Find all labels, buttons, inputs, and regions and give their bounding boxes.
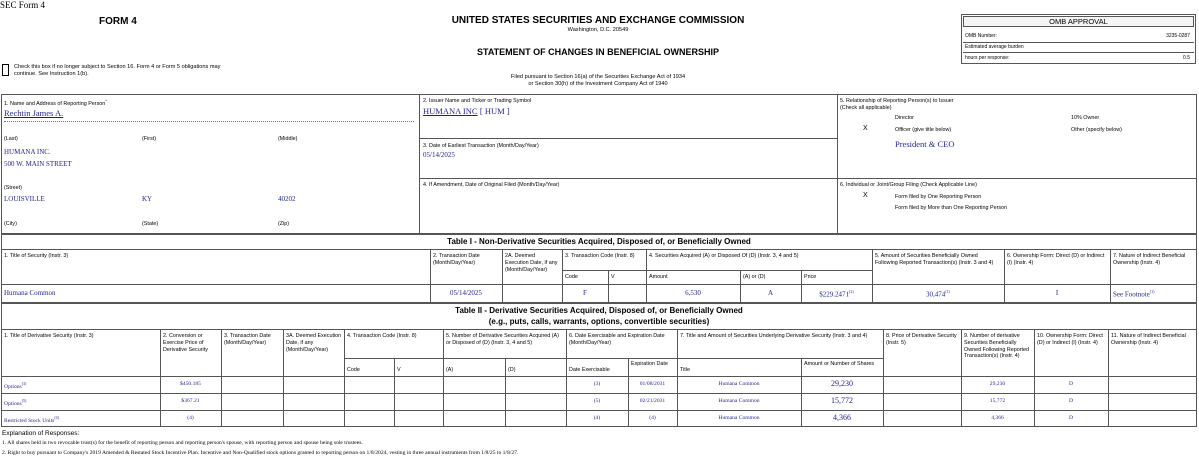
more-person-label: Form filed by More than One Reporting Person bbox=[895, 205, 1008, 211]
t1-price-value: $229.2471$^{(2)}$ bbox=[819, 289, 854, 299]
checkbox-text-1: Check this box if no longer subject to Section 16. Form 4 or Form 5 obligations may bbox=[14, 64, 221, 70]
t1-nature-value[interactable]: See Footnote$^{(1)}$ bbox=[1113, 289, 1155, 299]
t2-row0-expiration: 01/08/2031 bbox=[639, 381, 666, 387]
section6-label: 6. Individual or Joint/Group Filing (Check Applicable Line) bbox=[840, 182, 977, 188]
t2-h8: 8. Price of Derivative Security (Instr. 5) bbox=[886, 333, 957, 346]
t2-row0-price: $450.185 bbox=[180, 381, 201, 387]
city-value: LOUISVILLE bbox=[4, 195, 45, 203]
t2-row2-expiration: (4) bbox=[649, 415, 656, 421]
reporting-info-grid bbox=[1, 94, 1197, 234]
t2-row2-form: D bbox=[1068, 415, 1074, 421]
t1-h6: 6. Ownership Form: Direct (D) or Indirect (I) (Instr. 4) bbox=[1007, 253, 1105, 266]
t2-h3a: 3A. Deemed Execution Date, if any (Month/Day/Year) bbox=[286, 333, 342, 353]
t2-h5: 5. Number of Derivative Securities Acquired (A) or Disposed of (D) (Instr. 3, 4 and 5) bbox=[446, 333, 559, 346]
zip-value: 40202 bbox=[278, 195, 296, 203]
t1-h1: 1. Title of Security (Instr. 3) bbox=[4, 253, 69, 259]
statement-title: STATEMENT OF CHANGES IN BENEFICIAL OWNERSHIP bbox=[476, 47, 719, 57]
t1-amount-value: 6,530 bbox=[685, 289, 701, 297]
t2-row0-form: D bbox=[1068, 381, 1074, 387]
street-label: (Street) bbox=[4, 185, 22, 191]
t2-h11: 11. Nature of Indirect Beneficial Ownership (Instr. 4) bbox=[1111, 333, 1186, 346]
owner10-label: 10% Owner bbox=[1071, 115, 1100, 121]
t2-row2-under-title: Humana Common bbox=[718, 415, 760, 421]
t2-sub-exercisable: Date Exercisable bbox=[569, 367, 610, 373]
t2-row1-under-title: Humana Common bbox=[718, 398, 760, 404]
agency-name: UNITED STATES SECURITIES AND EXCHANGE COMMISSION bbox=[451, 15, 745, 26]
t2-h10: 10. Ownership Form: Direct (D) or Indirect (I) (Instr. 4) bbox=[1037, 333, 1103, 346]
omb-hours-label: hours per response: bbox=[965, 55, 1010, 61]
t2-sub-title: Title bbox=[680, 367, 690, 373]
t2-row0-exercisable: (3) bbox=[593, 381, 601, 387]
one-person-check-mark[interactable]: X bbox=[863, 192, 868, 199]
table2-title: Table II - Derivative Securities Acquired, Disposed of, or Beneficially Owned bbox=[455, 306, 743, 315]
t1-h4: 4. Securities Acquired (A) or Disposed Of (D) (Instr. 3, 4 and 5) bbox=[649, 253, 799, 259]
omb-hours-value: 0.5 bbox=[1183, 55, 1190, 61]
other-label: Other (specify below) bbox=[1071, 127, 1122, 133]
t1-sub-v: V bbox=[611, 274, 615, 280]
officer-title: President & CEO bbox=[895, 139, 955, 149]
issuer-line bbox=[423, 106, 510, 116]
t1-h5: 5. Amount of Securities Beneficially Owned Following Reported Transaction(s) (Instr. 3 and 4) bbox=[875, 253, 994, 266]
officer-check-mark[interactable]: X bbox=[863, 125, 868, 132]
t2-row0-owned: 29,230 bbox=[989, 381, 1006, 387]
omb-burden-label: Estimated average burden bbox=[965, 44, 1024, 50]
state-label: (State) bbox=[142, 221, 159, 227]
t2-row1-form: D bbox=[1068, 398, 1074, 404]
t1-h7: 7. Nature of Indirect Beneficial Ownership (Instr. 4) bbox=[1113, 253, 1186, 266]
section5-label: 5. Relationship of Reporting Person(s) to Issuer bbox=[840, 98, 954, 104]
t2-row2-amount: 4,366 bbox=[833, 413, 851, 422]
omb-number-value: 3235-0287 bbox=[1166, 33, 1190, 39]
t1-h2: 2. Transaction Date (Month/Day/Year) bbox=[433, 253, 480, 266]
t2-sub-d: (D) bbox=[508, 367, 516, 373]
t1-h3: 3. Transaction Code (Instr. 8) bbox=[565, 253, 635, 259]
omb-title: OMB APPROVAL bbox=[1049, 17, 1108, 26]
t2-row1-expiration: 02/21/2031 bbox=[639, 398, 666, 404]
t2-row0-under-title: Humana Common bbox=[718, 381, 760, 387]
t2-row0-title: Options$^{(3)}$ bbox=[4, 381, 27, 390]
checkbox-text-2: continue. See Instruction 1(b). bbox=[14, 71, 89, 77]
t1-code-value: F bbox=[583, 289, 587, 297]
t1-sub-amount: Amount bbox=[649, 274, 668, 280]
t2-row0-amount: 29,230 bbox=[831, 379, 853, 388]
t2-h6: 6. Date Exercisable and Expiration Date (Month/Day/Year) bbox=[569, 333, 665, 346]
section3-label: 3. Date of Earliest Transaction (Month/Day/Year) bbox=[423, 143, 539, 149]
t2-h2: 2. Conversion or Exercise Price of Derivative Security bbox=[163, 333, 208, 353]
t1-h2a: 2A. Deemed Execution Date, if any (Month/Day/Year) bbox=[505, 253, 558, 273]
zip-label: (Zip) bbox=[278, 221, 290, 227]
address-line-1: HUMANA INC. bbox=[4, 148, 51, 156]
t2-row2-exercisable: (4) bbox=[593, 415, 601, 421]
t2-h4: 4. Transaction Code (Instr. 8) bbox=[347, 333, 417, 339]
section2-label: 2. Issuer Name and Ticker or Trading Symbol bbox=[423, 98, 532, 104]
t1-sub-price: Price bbox=[804, 274, 817, 280]
page-label: SEC Form 4 bbox=[0, 0, 46, 10]
form-title: FORM 4 bbox=[99, 16, 137, 27]
t2-row1-title: Options$^{(5)}$ bbox=[4, 398, 27, 407]
t2-sub-code: Code bbox=[347, 367, 360, 373]
table1-title: Table I - Non-Derivative Securities Acquired, Disposed of, or Beneficially Owned bbox=[447, 237, 751, 246]
explanation-title: Explanation of Responses: bbox=[2, 430, 80, 437]
t2-h3: 3. Transaction Date (Month/Day/Year) bbox=[224, 333, 271, 346]
t1-title-value: Humana Common bbox=[4, 289, 56, 297]
t1-ad-value: A bbox=[767, 289, 774, 297]
footnote-1: 1. All shares held in two revocable trust(s) for the benefit of reporting person and reporting person's spouse, with reporting person and spouse being sole trustees. bbox=[2, 440, 363, 446]
t2-sub-expiration: Expiration Date bbox=[631, 361, 668, 367]
city-label: (City) bbox=[4, 221, 17, 227]
t1-sub-code: Code bbox=[565, 274, 578, 280]
omb-number-label: OMB Number: bbox=[965, 33, 997, 39]
earliest-transaction-date: 05/14/2025 bbox=[423, 151, 455, 159]
t2-row1-owned: 15,772 bbox=[989, 398, 1006, 404]
last-label: (Last) bbox=[4, 136, 18, 142]
t2-sub-v: V bbox=[397, 367, 401, 373]
director-label: Director bbox=[895, 115, 914, 121]
section4-label: 4. If Amendment, Date of Original Filed (Month/Day/Year) bbox=[423, 182, 560, 188]
middle-label: (Middle) bbox=[278, 136, 298, 142]
t2-row2-title: Restricted Stock Units$^{(4)}$ bbox=[4, 415, 60, 424]
issuer-name[interactable]: HUMANA INC bbox=[423, 106, 478, 116]
agency-city: Washington, D.C. 20549 bbox=[567, 27, 629, 33]
table2-subtitle: (e.g., puts, calls, warrants, options, convertible securities) bbox=[488, 317, 710, 326]
address-line-2: 500 W. MAIN STREET bbox=[4, 160, 72, 168]
t1-owned-value: 30,474$^{(1)}$ bbox=[926, 289, 950, 299]
one-person-label: Form filed by One Reporting Person bbox=[895, 194, 982, 200]
filed-pursuant-2: or Section 30(h) of the Investment Company Act of 1940 bbox=[528, 81, 668, 87]
t2-row2-price: (4) bbox=[187, 415, 194, 421]
section16-checkbox[interactable] bbox=[2, 64, 9, 76]
t2-h1: 1. Title of Derivative Security (Instr. 3) bbox=[4, 333, 94, 339]
t2-sub-amount: Amount or Number of Shares bbox=[804, 361, 875, 367]
section1-label: 1. Name and Address of Reporting Person* bbox=[4, 98, 107, 107]
t2-sub-a: (A) bbox=[446, 367, 454, 373]
t2-h7: 7. Title and Amount of Securities Underlying Derivative Security (Instr. 3 and 4) bbox=[680, 333, 868, 339]
filed-pursuant-1: Filed pursuant to Section 16(a) of the Securities Exchange Act of 1934 bbox=[510, 74, 686, 80]
section5-sub: (Check all applicable) bbox=[840, 105, 892, 111]
t2-row2-owned: 4,366 bbox=[991, 415, 1004, 421]
state-value: KY bbox=[142, 195, 153, 203]
t2-h9: 9. Number of derivative Securities Beneficially Owned Following Reported Transaction(s) (Instr. 4) bbox=[964, 333, 1030, 360]
t1-sub-ad: (A) or (D) bbox=[743, 274, 766, 280]
t2-row1-amount: 15,772 bbox=[831, 396, 853, 405]
first-label: (First) bbox=[142, 136, 157, 142]
footnote-2: 2. Right to buy pursuant to Company's 2019 Amended & Restated Stock Incentive Plan. Incentive and Non-Qualified stock options granted to reporting person on 1/8/2024, vesting in three annual instruments from 1/8/25 to 1/8/27. bbox=[2, 450, 519, 456]
t1-date-value: 05/14/2025 bbox=[450, 289, 482, 297]
reporting-person-name[interactable]: Rechtin James A. bbox=[4, 108, 64, 118]
t1-form-value: I bbox=[1055, 289, 1059, 297]
issuer-ticker: [ HUM ] bbox=[479, 106, 510, 116]
t2-row1-price: $367.21 bbox=[181, 398, 200, 404]
officer-label: Officer (give title below) bbox=[895, 127, 952, 133]
t2-row1-exercisable: (5) bbox=[593, 398, 601, 404]
